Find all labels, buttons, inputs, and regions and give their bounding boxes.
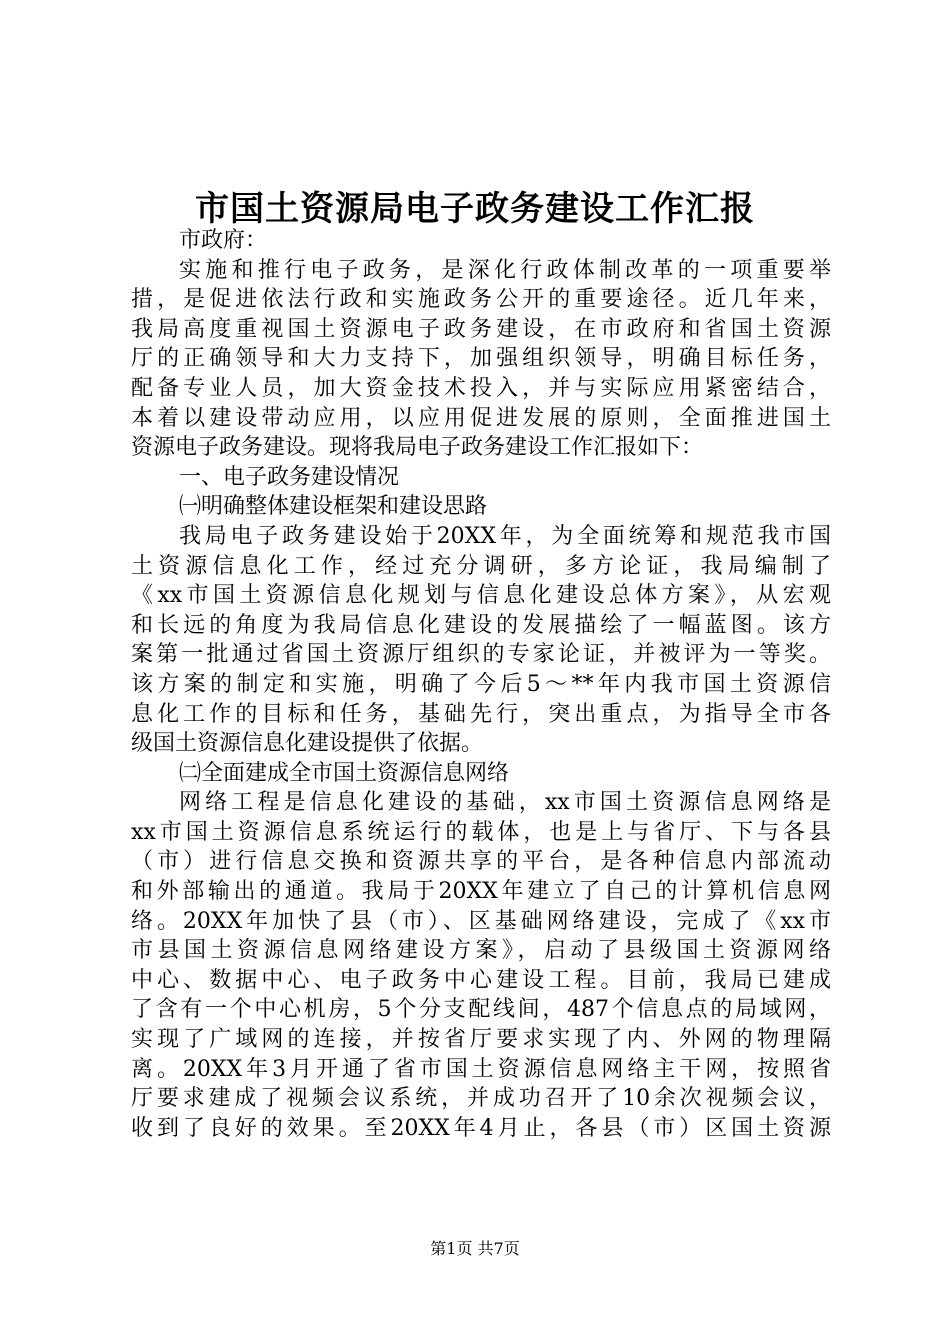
paragraph-line: 和外部输出的通道。我局于20XX年建立了自己的计算机信息网 xyxy=(131,879,831,905)
paragraph-line: 我局高度重视国土资源电子政务建设，在市政府和省国土资源 xyxy=(131,316,831,342)
paragraph-line: 中心、数据中心、电子政务中心建设工程。目前，我局已建成 xyxy=(131,967,831,993)
paragraph-line: 收到了良好的效果。至20XX年4月止，各县（市）区国土资源 xyxy=(131,1115,831,1141)
section-heading: 一、电子政务建设情况 xyxy=(179,464,400,490)
paragraph-line: 离。20XX年3月开通了省市国土资源信息网络主干网，按照省 xyxy=(131,1056,831,1082)
paragraph-line: 《xx市国土资源信息化规划与信息化建设总体方案》，从宏观 xyxy=(131,583,831,609)
paragraph-line: 络。20XX年加快了县（市）、区基础网络建设，完成了《xx市 xyxy=(131,908,831,934)
paragraph-line: 实施和推行电子政务，是深化行政体制改革的一项重要举 xyxy=(179,257,831,283)
paragraph-line: 厅要求建成了视频会议系统，并成功召开了10余次视频会议， xyxy=(131,1086,831,1112)
paragraph-line: 了含有一个中心机房，5个分支配线间，487个信息点的局域网， xyxy=(131,997,831,1023)
paragraph-line: xx市国土资源信息系统运行的载体，也是上与省厅、下与各县 xyxy=(131,819,831,845)
salutation-line: 市政府： xyxy=(179,228,268,253)
paragraph-line: 息化工作的目标和任务，基础先行，突出重点，为指导全市各 xyxy=(131,701,831,727)
paragraph-line: 级国土资源信息化建设提供了依据。 xyxy=(131,731,484,757)
paragraph-line: 市县国土资源信息网络建设方案》，启动了县级国土资源网络 xyxy=(131,938,831,964)
paragraph-line: 土资源信息化工作，经过充分调研，多方论证，我局编制了 xyxy=(131,553,831,579)
paragraph-line: 资源电子政务建设。现将我局电子政务建设工作汇报如下： xyxy=(131,435,704,461)
document-body xyxy=(131,226,831,1143)
paragraph-line: 厅的正确领导和大力支持下，加强组织领导，明确目标任务， xyxy=(131,346,831,372)
document-title: 市国土资源局电子政务建设工作汇报 xyxy=(195,189,755,229)
paragraph-line: 该方案的制定和实施，明确了今后5～**年内我市国土资源信 xyxy=(131,671,831,697)
paragraph-line: 实现了广域网的连接，并按省厅要求实现了内、外网的物理隔 xyxy=(131,1027,831,1053)
paragraph-line: 措，是促进依法行政和实施政务公开的重要途径。近几年来， xyxy=(131,287,831,313)
page-number-footer: 第1页 共7页 xyxy=(430,1239,520,1258)
paragraph-line: 案第一批通过省国土资源厅组织的专家论证，并被评为一等奖。 xyxy=(131,642,831,668)
paragraph-line: 本着以建设带动应用，以应用促进发展的原则，全面推进国土 xyxy=(131,405,831,431)
subsection-heading: ㈠明确整体建设框架和建设思路 xyxy=(179,494,488,520)
subsection-heading: ㈡全面建成全市国土资源信息网络 xyxy=(179,760,510,786)
paragraph-line: 我局电子政务建设始于20XX年，为全面统筹和规范我市国 xyxy=(179,523,831,549)
paragraph-line: （市）进行信息交换和资源共享的平台，是各种信息内部流动 xyxy=(131,849,831,875)
paragraph-line: 网络工程是信息化建设的基础，xx市国土资源信息网络是 xyxy=(179,790,831,816)
paragraph-line: 和长远的角度为我局信息化建设的发展描绘了一幅蓝图。该方 xyxy=(131,612,831,638)
paragraph-line: 配备专业人员，加大资金技术投入，并与实际应用紧密结合， xyxy=(131,375,831,401)
